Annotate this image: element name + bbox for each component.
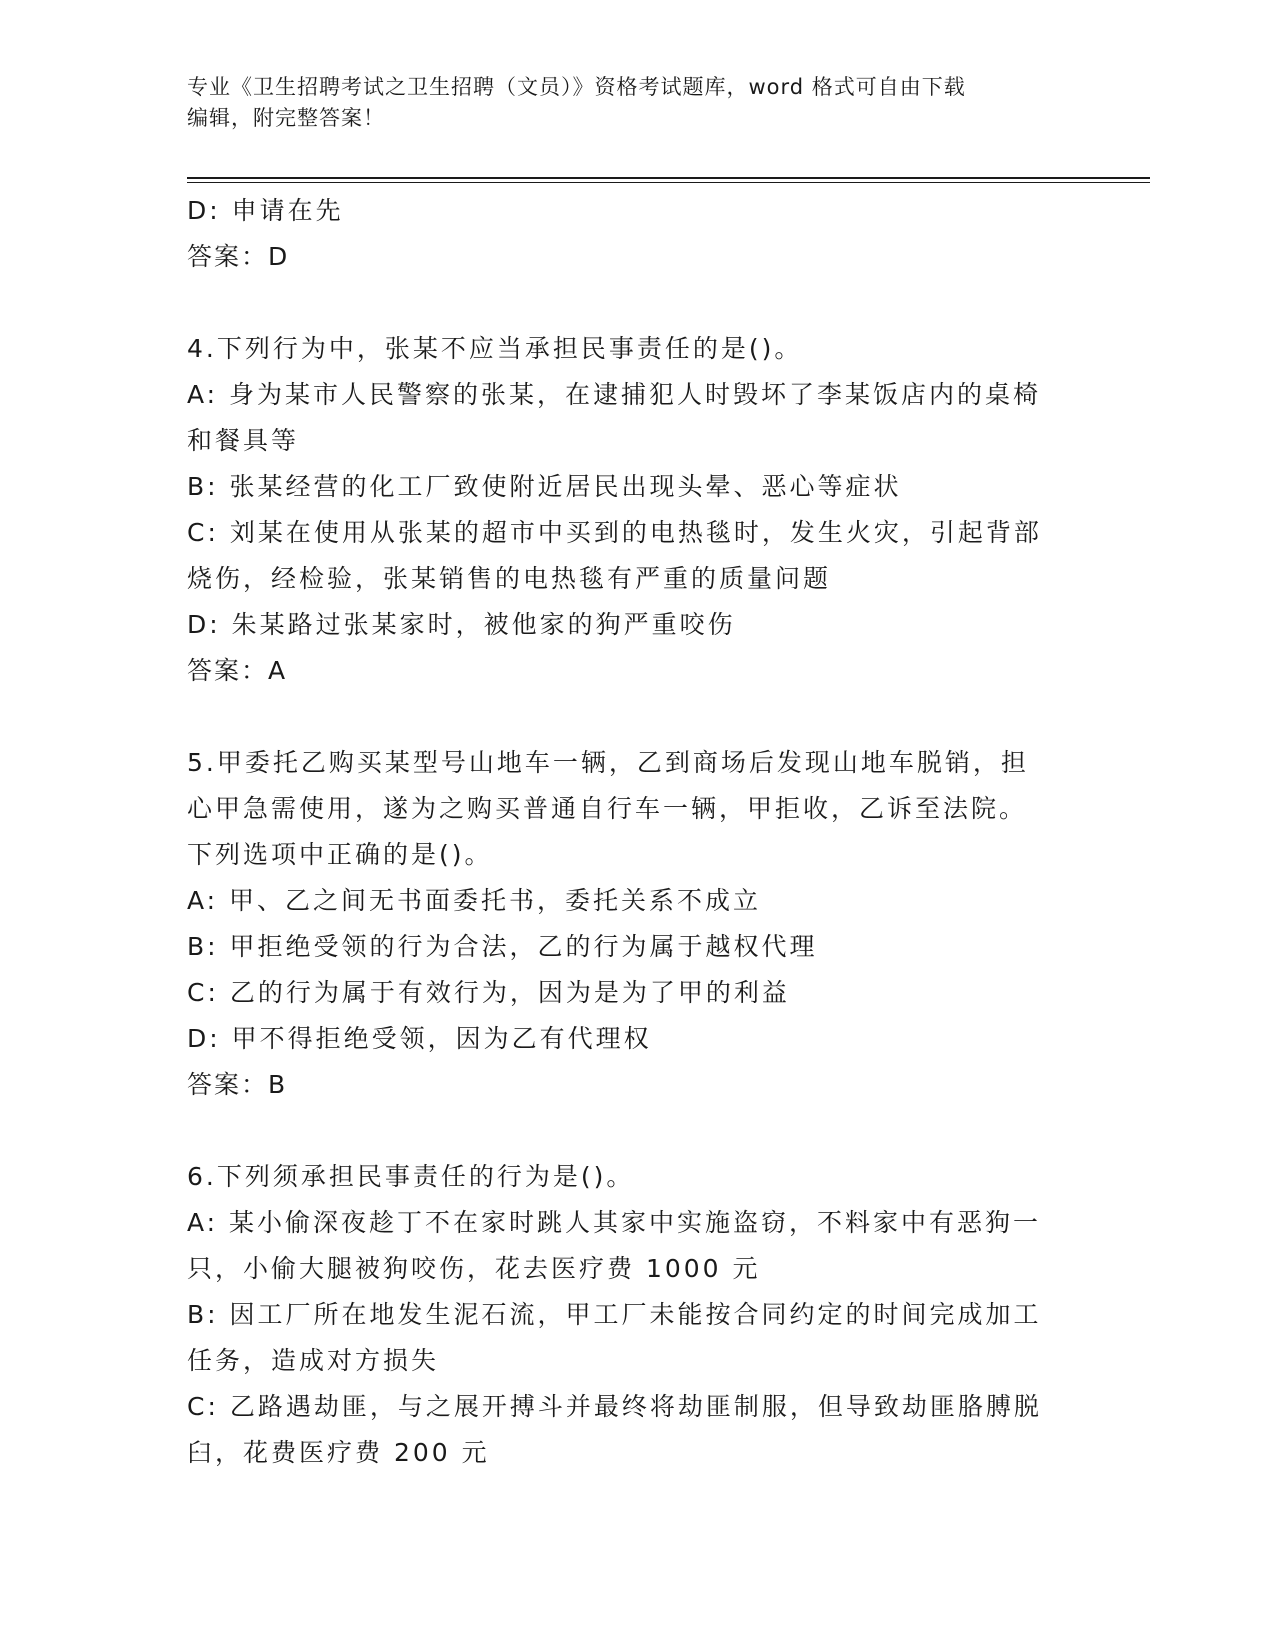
question-stem: 6.下列须承担民事责任的行为是()。 [187,1162,635,1191]
option-c-continued: 烧伤，经检验，张某销售的电热毯有严重的质量问题 [187,564,832,593]
question-stem: 4.下列行为中，张某不应当承担民事责任的是()。 [187,334,803,363]
option-a-continued: 只，小偷大腿被狗咬伤，花去医疗费 1000 元 [187,1254,761,1283]
option-b: B: 甲拒绝受领的行为合法，乙的行为属于越权代理 [187,932,818,961]
question-content [187,188,1087,1476]
option-b-continued: 任务，造成对方损失 [187,1346,440,1375]
header-line-2: 编辑，附完整答案！ [187,106,385,130]
option-a: A: 某小偷深夜趁丁不在家时跳人其家中实施盗窃，不料家中有恶狗一 [187,1208,1042,1237]
question-4 [187,326,1087,694]
header-divider-thin [187,182,1150,183]
option-c-continued: 臼，花费医疗费 200 元 [187,1438,490,1467]
question-stem-continued: 下列选项中正确的是()。 [187,840,493,869]
option-c: C: 乙的行为属于有效行为，因为是为了甲的利益 [187,978,790,1007]
answer-label: 答案：D [187,242,290,271]
question-5 [187,740,1087,1108]
option-a-continued: 和餐具等 [187,426,300,455]
option-d: D: 申请在先 [187,196,344,225]
option-d: D: 甲不得拒绝受领，因为乙有代理权 [187,1024,652,1053]
question-3-tail [187,188,1087,280]
question-stem-continued: 心甲急需使用，遂为之购买普通自行车一辆，甲拒收，乙诉至法院。 [187,794,1028,823]
option-c: C: 乙路遇劫匪，与之展开搏斗并最终将劫匪制服，但导致劫匪胳膊脱 [187,1392,1042,1421]
header-line-1: 专业《卫生招聘考试之卫生招聘（文员）》资格考试题库，word 格式可自由下载 [187,75,966,99]
document-header [187,72,1077,134]
option-b: B: 因工厂所在地发生泥石流，甲工厂未能按合同约定的时间完成加工 [187,1300,1042,1329]
option-c: C: 刘某在使用从张某的超市中买到的电热毯时，发生火灾，引起背部 [187,518,1042,547]
spacer [187,280,1087,326]
option-d: D: 朱某路过张某家时，被他家的狗严重咬伤 [187,610,736,639]
answer-label: 答案：A [187,656,288,685]
question-6 [187,1154,1087,1476]
option-a: A: 身为某市人民警察的张某，在逮捕犯人时毁坏了李某饭店内的桌椅 [187,380,1042,409]
header-divider-thick [187,177,1150,179]
spacer [187,1108,1087,1154]
option-b: B: 张某经营的化工厂致使附近居民出现头晕、恶心等症状 [187,472,902,501]
option-a: A: 甲、乙之间无书面委托书，委托关系不成立 [187,886,762,915]
answer-label: 答案：B [187,1070,288,1099]
question-stem: 5.甲委托乙购买某型号山地车一辆，乙到商场后发现山地车脱销，担 [187,748,1029,777]
spacer [187,694,1087,740]
